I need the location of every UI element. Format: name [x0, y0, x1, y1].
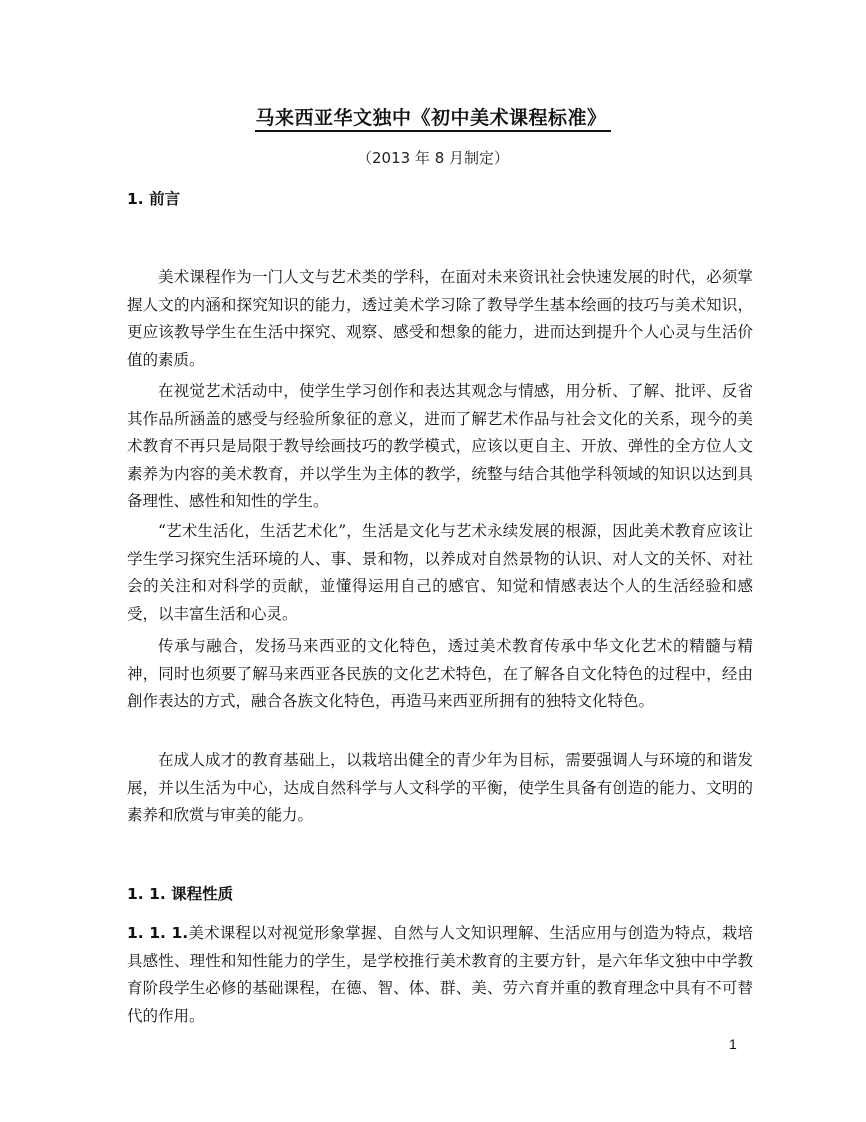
- section-heading-course-nature: 1. 1. 课程性质: [127, 885, 234, 903]
- paragraph: “艺术生活化，生活艺术化”，生活是文化与艺术永续发展的根源，因此美术教育应该让学生学习探究生活环境的人、事、景和物，以养成对自然景物的认识、对人文的关怀、对社会的关注和对科学的贡献，並懂得运用自己的感官、知觉和情感表达个人的生活经验和感受，以丰富生活和心灵。: [127, 522, 753, 623]
- document-title: [0, 103, 866, 130]
- paragraph: 美术课程作为一门人文与艺术类的学科，在面对未来资讯社会快速发展的时代，必须掌握人文的内涵和探究知识的能力，透过美术学习除了教导学生基本绘画的技巧与美术知识，更应该教导学生在生活中探究、观察、感受和想象的能力，进而达到提升个人心灵与生活价值的素质。: [127, 268, 753, 369]
- numbered-paragraph: [127, 920, 753, 1030]
- page-number: 1: [729, 1036, 737, 1052]
- document-subtitle: （2013 年 8 月制定）: [356, 149, 510, 167]
- paragraph: 在成人成才的教育基础上，以栽培出健全的青少年为目标，需要强调人与环境的和谐发展，并以生活为中心，达成自然科学与人文科学的平衡，使学生具备有创造的能力、文明的素养和欣赏与审美的能力。: [127, 751, 753, 824]
- paragraph: 在视觉艺术活动中，使学生学习创作和表达其观念与情感，用分析、了解、批评、反省其作品所涵盖的感受与经验所象征的意义，进而了解艺术作品与社会文化的关系，现今的美术教育不再只是局限于教导绘画技巧的教学模式，应该以更自主、开放、弹性的全方位人文素养为内容的美术教育，并以学生为主体的教学，统整与结合其他学科领域的知识以达到具备理性、感性和知性的学生。: [127, 382, 753, 510]
- item-text: 美术课程以对视觉形象掌握、自然与人文知识理解、生活应用与创造为特点，栽培具感性、理性和知性能力的学生，是学校推行美术教育的主要方针，是六年华文独中中学教育阶段学生必修的基础课程，在德、智、体、群、美、劳六育并重的教育理念中具有不可替代的作用。: [127, 924, 754, 1025]
- document-title-text: 马来西亚华文独中《初中美术课程标准》: [255, 107, 610, 132]
- section-heading-preface: 1. 前言: [127, 190, 181, 208]
- paragraph: 传承与融合，发扬马来西亚的文化特色，透过美术教育传承中华文化艺术的精髓与精神，同时也须要了解马来西亚各民族的文化艺术特色，在了解各自文化特色的过程中，经由創作表达的方式，融合各族文化特色，再造马来西亚所拥有的独特文化特色。: [127, 637, 753, 710]
- item-number: 1. 1. 1.: [127, 924, 189, 942]
